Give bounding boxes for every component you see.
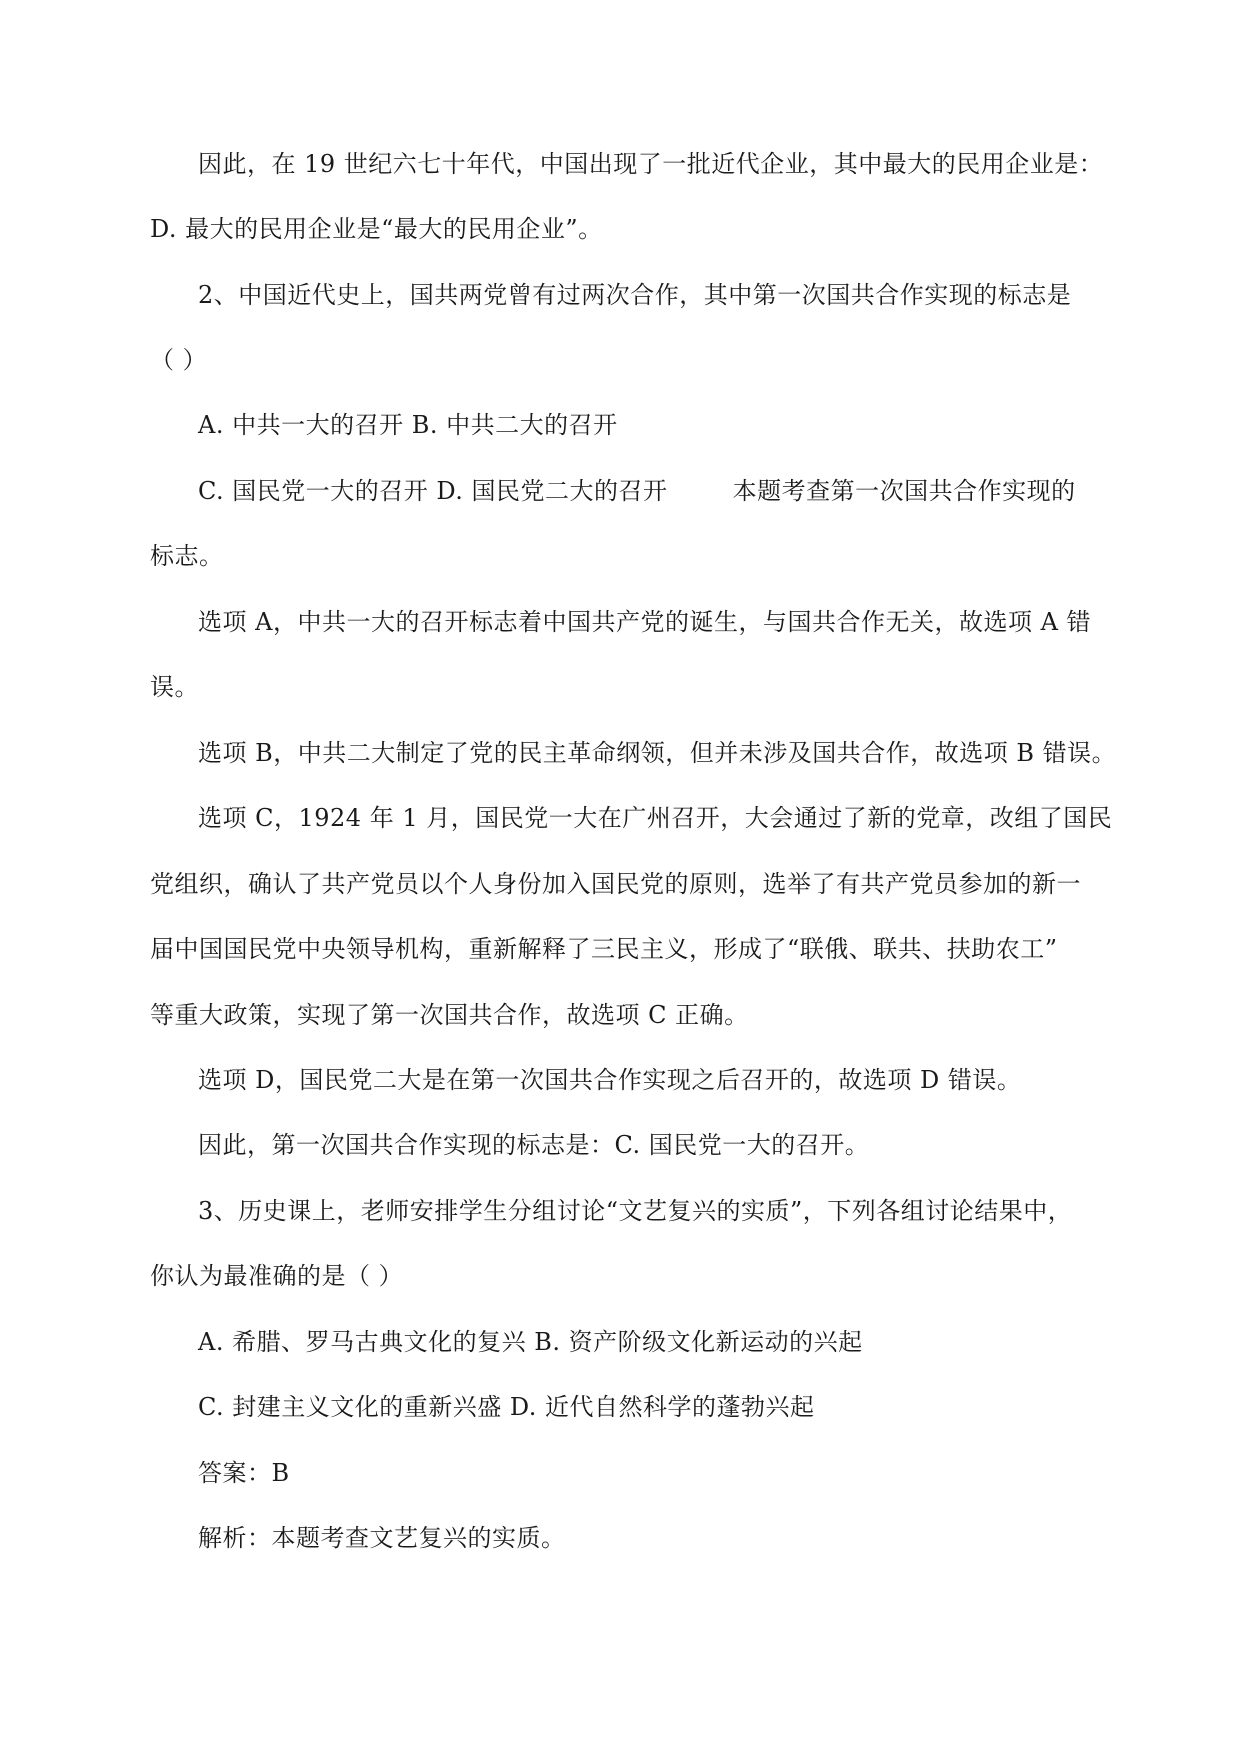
text-line: C. 国民党一大的召开 D. 国民党二大的召开 本题考查第一次国共合作实现的 xyxy=(198,477,1076,505)
text-line: 选项 B，中共二大制定了党的民主革命纲领，但并未涉及国共合作，故选项 B 错误。 xyxy=(198,739,1117,767)
text-line: 解析：本题考查文艺复兴的实质。 xyxy=(198,1524,566,1552)
text-line: 党组织，确认了共产党员以个人身份加入国民党的原则，选举了有共产党员参加的新一 xyxy=(150,870,1081,898)
text-line: 答案：B xyxy=(198,1459,290,1487)
text-line: A. 中共一大的召开 B. 中共二大的召开 xyxy=(198,411,618,439)
text-line: （ ） xyxy=(150,346,208,374)
text-line: 3、历史课上，老师安排学生分组讨论“文艺复兴的实质”，下列各组讨论结果中， xyxy=(198,1197,1073,1225)
text-line: 标志。 xyxy=(150,542,224,570)
text-line: 误。 xyxy=(150,673,199,701)
text-line: 因此，第一次国共合作实现的标志是：C. 国民党一大的召开。 xyxy=(198,1131,870,1159)
text-line: C. 封建主义文化的重新兴盛 D. 近代自然科学的蓬勃兴起 xyxy=(198,1393,815,1421)
text-line: 选项 C，1924 年 1 月，国民党一大在广州召开，大会通过了新的党章，改组了国民 xyxy=(198,804,1113,832)
text-line: 届中国国民党中央领导机构，重新解释了三民主义，形成了“联俄、联共、扶助农工” xyxy=(150,935,1058,963)
text-line: D. 最大的民用企业是“最大的民用企业”。 xyxy=(150,215,603,243)
text-line: 等重大政策，实现了第一次国共合作，故选项 C 正确。 xyxy=(150,1001,749,1029)
text-line: 选项 A，中共一大的召开标志着中国共产党的诞生，与国共合作无关，故选项 A 错 xyxy=(198,608,1092,636)
text-line: 因此，在 19 世纪六七十年代，中国出现了一批近代企业，其中最大的民用企业是： xyxy=(198,150,1104,178)
text-line: 你认为最准确的是（ ） xyxy=(150,1262,404,1290)
text-line: 选项 D，国民党二大是在第一次国共合作实现之后召开的，故选项 D 错误。 xyxy=(198,1066,1022,1094)
text-line: A. 希腊、罗马古典文化的复兴 B. 资产阶级文化新运动的兴起 xyxy=(198,1328,863,1356)
text-line: 2、中国近代史上，国共两党曾有过两次合作，其中第一次国共合作实现的标志是 xyxy=(198,281,1072,309)
